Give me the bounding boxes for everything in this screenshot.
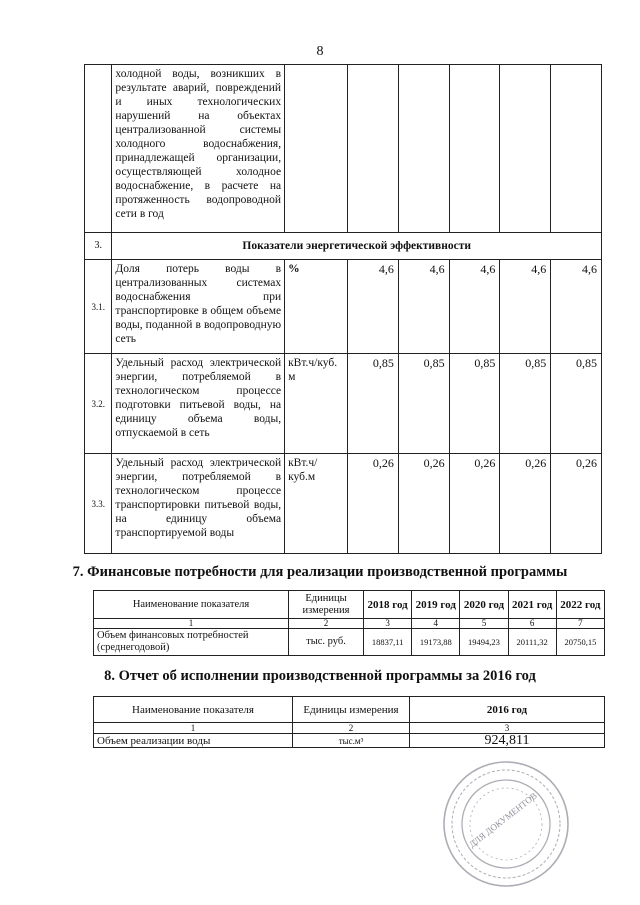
indicator-name: Объем финансовых потребностей (среднегодовой) — [94, 629, 289, 656]
value-cell: 0,26 — [449, 454, 500, 554]
table-row — [94, 734, 605, 748]
unit-cell: тыс.м³ — [293, 734, 410, 748]
value-cell: 19494,23 — [460, 629, 508, 656]
section-8-heading: 8. Отчет об исполнении производственной программы за 2016 год — [104, 668, 536, 684]
section-7-heading: 7. Финансовые потребности для реализации производственной программы — [72, 564, 568, 580]
row-number: 3.2. — [85, 354, 112, 454]
indicator-description: Удельный расход электрической энергии, потребляемой в технологическом процессе транспортировки питьевой воды, на единицу объема транспортируемой воды — [112, 454, 285, 554]
value-cell: 18837,11 — [364, 629, 412, 656]
indicator-name: Объем реализации воды — [94, 734, 293, 748]
column-header-name: Наименование показателя — [94, 697, 293, 723]
column-header-name: Наименование показателя — [94, 591, 289, 619]
value-cell — [449, 65, 500, 233]
column-index: 3 — [364, 619, 412, 629]
table-row — [85, 65, 602, 233]
row-number — [85, 65, 112, 233]
unit-cell: % — [285, 260, 348, 354]
column-index: 1 — [94, 619, 289, 629]
value-cell: 0,85 — [500, 354, 551, 454]
unit-cell: тыс. руб. — [289, 629, 364, 656]
unit-cell: кВт.ч/куб.м — [285, 454, 348, 554]
official-seal-stamp — [436, 756, 576, 892]
section-title: Показатели энергетической эффективности — [112, 233, 602, 260]
execution-report-table — [93, 696, 605, 748]
column-index: 7 — [556, 619, 604, 629]
table-row — [85, 454, 602, 554]
value-cell: 0,85 — [449, 354, 500, 454]
column-header-year: 2016 год — [410, 697, 605, 723]
column-header-year: 2022 год — [556, 591, 604, 619]
column-index: 4 — [412, 619, 460, 629]
value-cell: 0,26 — [551, 454, 602, 554]
value-cell: 0,26 — [398, 454, 449, 554]
value-cell — [348, 65, 399, 233]
section-row — [85, 233, 602, 260]
unit-cell — [285, 65, 348, 233]
value-cell: 19173,88 — [412, 629, 460, 656]
value-cell: 20750,15 — [556, 629, 604, 656]
indicator-description: холодной воды, возникших в результате аварий, повреждений и иных технологических нарушений на объектах централизованной системы холодного водоснабжения, принадлежащей организации, осуществляющей холодное водоснабжение, в расчете на протяженность водопроводной сети в год — [112, 65, 285, 233]
value-cell — [500, 65, 551, 233]
value-cell — [398, 65, 449, 233]
indicator-description: Удельный расход электрической энергии, потребляемой в технологическом процессе подготовки питьевой воды, на единицу объема воды, отпускаемой в сеть — [112, 354, 285, 454]
column-index: 5 — [460, 619, 508, 629]
table-row — [85, 260, 602, 354]
value-cell: 20111,32 — [508, 629, 556, 656]
row-number: 3.1. — [85, 260, 112, 354]
value-cell: 0,85 — [398, 354, 449, 454]
row-number: 3.3. — [85, 454, 112, 554]
column-header-unit: Единицы измерения — [289, 591, 364, 619]
financial-needs-table — [93, 590, 605, 656]
column-index: 6 — [508, 619, 556, 629]
column-index: 1 — [94, 723, 293, 734]
section-number: 3. — [85, 233, 112, 260]
unit-cell: кВт.ч/куб. м — [285, 354, 348, 454]
value-cell: 0,85 — [348, 354, 399, 454]
column-header-year: 2019 год — [412, 591, 460, 619]
seal-icon — [444, 762, 568, 886]
column-header-year: 2021 год — [508, 591, 556, 619]
value-cell: 924,811 — [410, 734, 605, 748]
column-header-year: 2018 год — [364, 591, 412, 619]
indicator-description: Доля потерь воды в централизованных системах водоснабжения при транспортировке в общем объеме воды, поданной в водопроводную сеть — [112, 260, 285, 354]
stamp-center-text: ДЛЯ ДОКУМЕНТОВ — [467, 790, 539, 850]
column-header-year: 2020 год — [460, 591, 508, 619]
value-cell: 4,6 — [449, 260, 500, 354]
table-row — [85, 354, 602, 454]
page-number: 8 — [316, 44, 324, 59]
value-cell: 0,26 — [500, 454, 551, 554]
header-row — [94, 697, 605, 723]
indicators-table — [84, 64, 602, 554]
value-cell: 0,85 — [551, 354, 602, 454]
column-index: 2 — [289, 619, 364, 629]
value-cell: 0,26 — [348, 454, 399, 554]
value-cell — [551, 65, 602, 233]
table-row — [94, 629, 605, 656]
column-index: 2 — [293, 723, 410, 734]
value-cell: 4,6 — [500, 260, 551, 354]
value-cell: 4,6 — [551, 260, 602, 354]
index-row — [94, 723, 605, 734]
value-cell: 4,6 — [348, 260, 399, 354]
header-row — [94, 591, 605, 619]
value-cell: 4,6 — [398, 260, 449, 354]
column-index: 3 — [410, 723, 605, 734]
column-header-unit: Единицы измерения — [293, 697, 410, 723]
index-row — [94, 619, 605, 629]
